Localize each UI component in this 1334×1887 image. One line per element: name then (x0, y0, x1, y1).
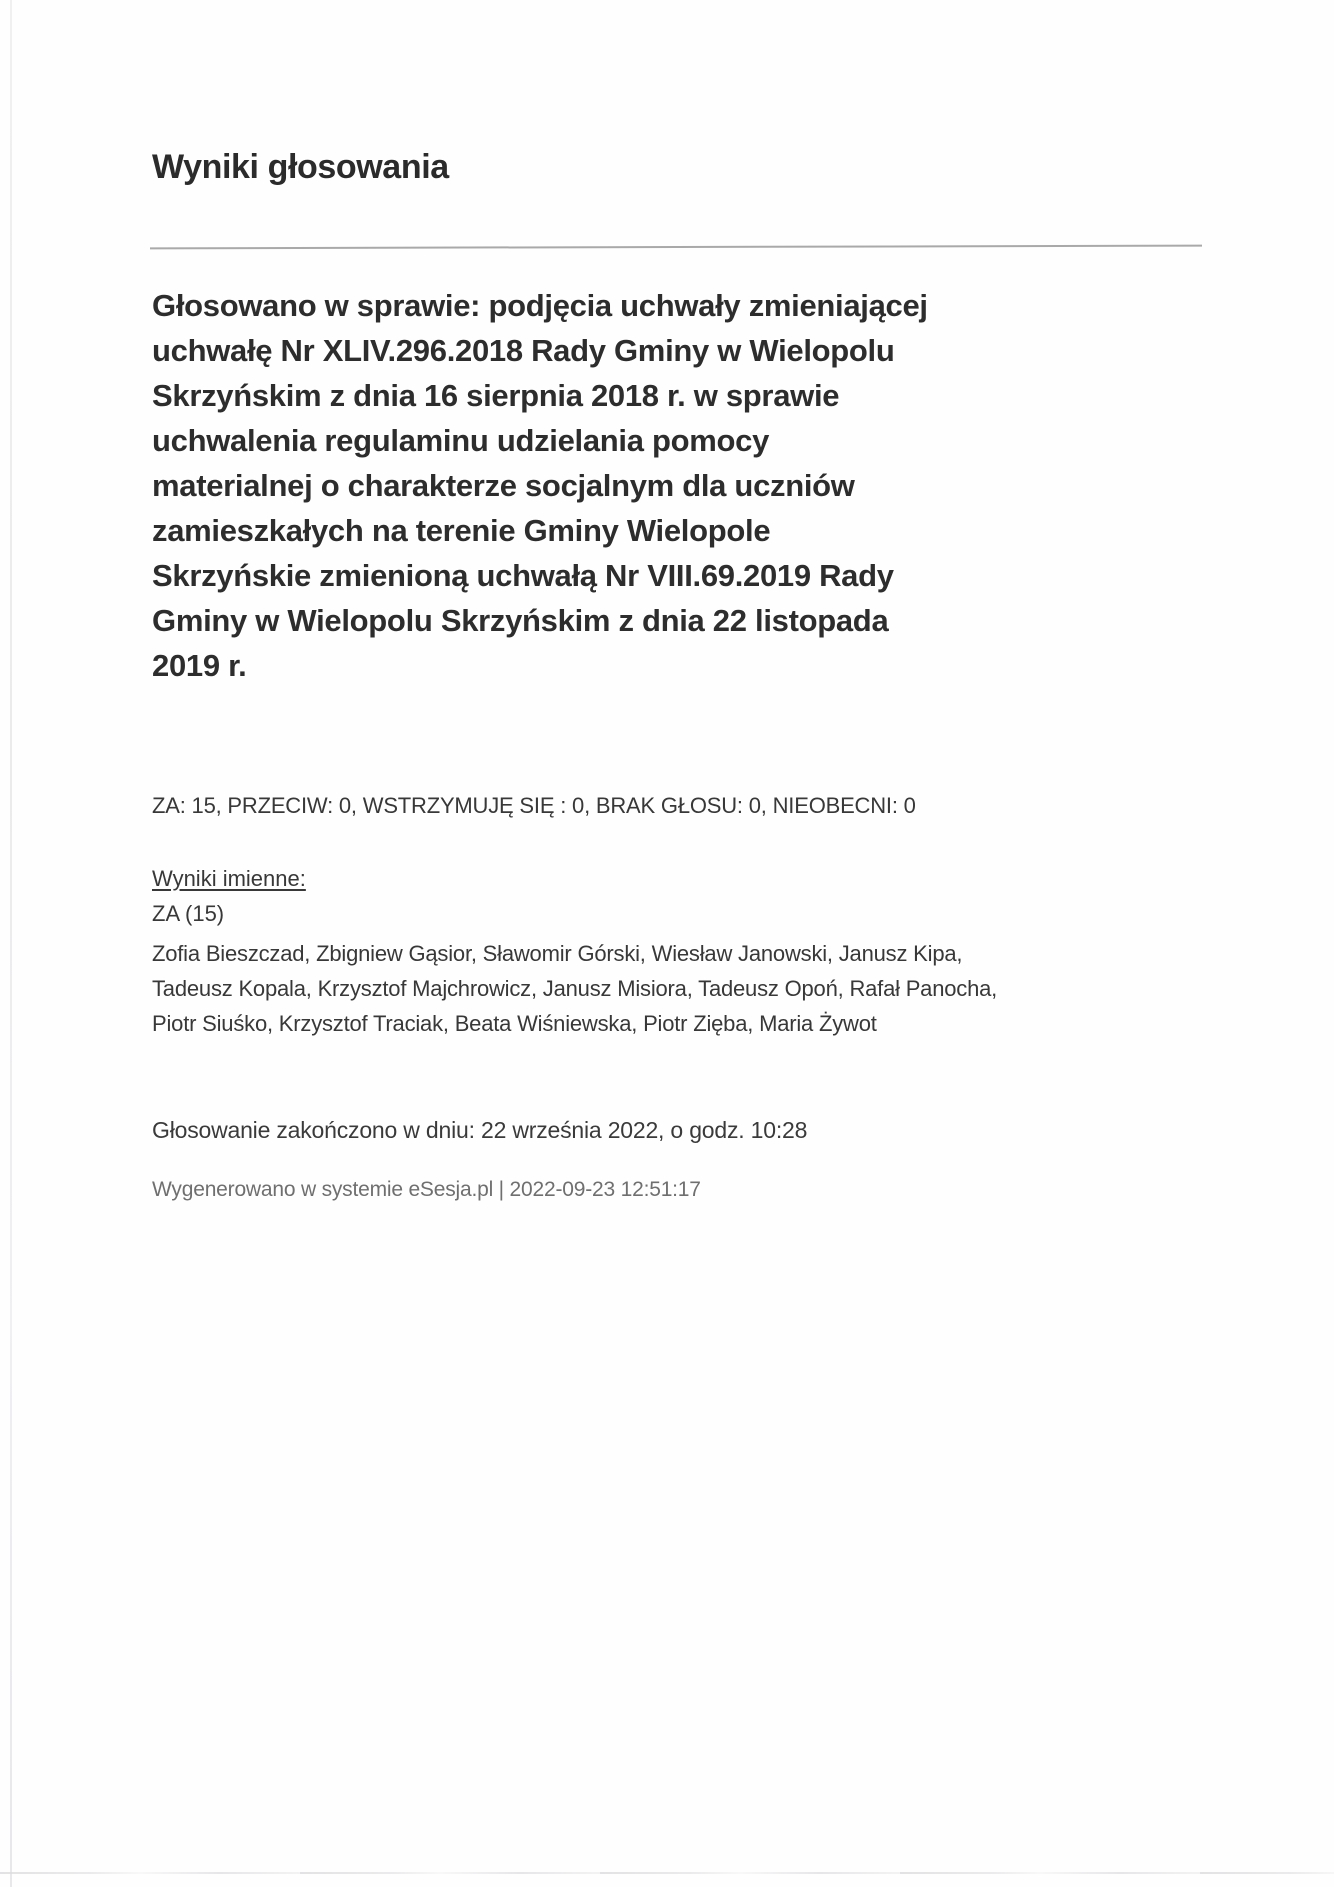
named-results-heading: Wyniki imienne: (152, 866, 306, 891)
subject-line: Głosowano w sprawie: podjęcia uchwały zmieniającej (152, 288, 928, 323)
subject-line: materialnej o charakterze socjalnym dla uczniów (152, 468, 855, 503)
za-group-label: ZA (15) (152, 901, 225, 926)
za-voters-line: Piotr Siuśko, Krzysztof Traciak, Beata Wiśniewska, Piotr Zięba, Maria Żywot (152, 1011, 877, 1036)
subject-line: Skrzyńskie zmienioną uchwałą Nr VIII.69.2019 Rady (152, 558, 894, 593)
za-voters-line: Tadeusz Kopala, Krzysztof Majchrowicz, Janusz Misiora, Tadeusz Opoń, Rafał Panocha, (152, 976, 998, 1001)
subject-line: zamieszkałych na terenie Gminy Wielopole (152, 513, 771, 548)
voting-subject-paragraph (152, 283, 1052, 688)
generated-footer-line: Wygenerowano w systemie eSesja.pl | 2022-09-23 12:51:17 (152, 1178, 701, 1201)
za-voters-line: Zofia Bieszczad, Zbigniew Gąsior, Sławomir Górski, Wiesław Janowski, Janusz Kipa, (152, 941, 963, 966)
page-title: Wyniki głosowania (152, 148, 449, 186)
voting-closed-line: Głosowanie zakończono w dniu: 22 września 2022, o godz. 10:28 (152, 1117, 808, 1143)
subject-line: uchwalenia regulaminu udzielania pomocy (152, 423, 770, 458)
scan-edge-artifact-left (10, 0, 12, 1887)
subject-line: uchwałę Nr XLIV.296.2018 Rady Gminy w Wielopolu (152, 333, 895, 368)
za-voters-list (152, 936, 1062, 1041)
subject-line: 2019 r. (152, 648, 247, 683)
scan-line-artifact-bottom (0, 1872, 1334, 1874)
vote-summary-line: ZA: 15, PRZECIW: 0, WSTRZYMUJĘ SIĘ : 0, BRAK GŁOSU: 0, NIEOBECNI: 0 (152, 793, 916, 818)
title-divider-line (150, 245, 1202, 250)
subject-line: Gminy w Wielopolu Skrzyńskim z dnia 22 listopada (152, 603, 889, 638)
subject-line: Skrzyńskim z dnia 16 sierpnia 2018 r. w sprawie (152, 378, 840, 413)
